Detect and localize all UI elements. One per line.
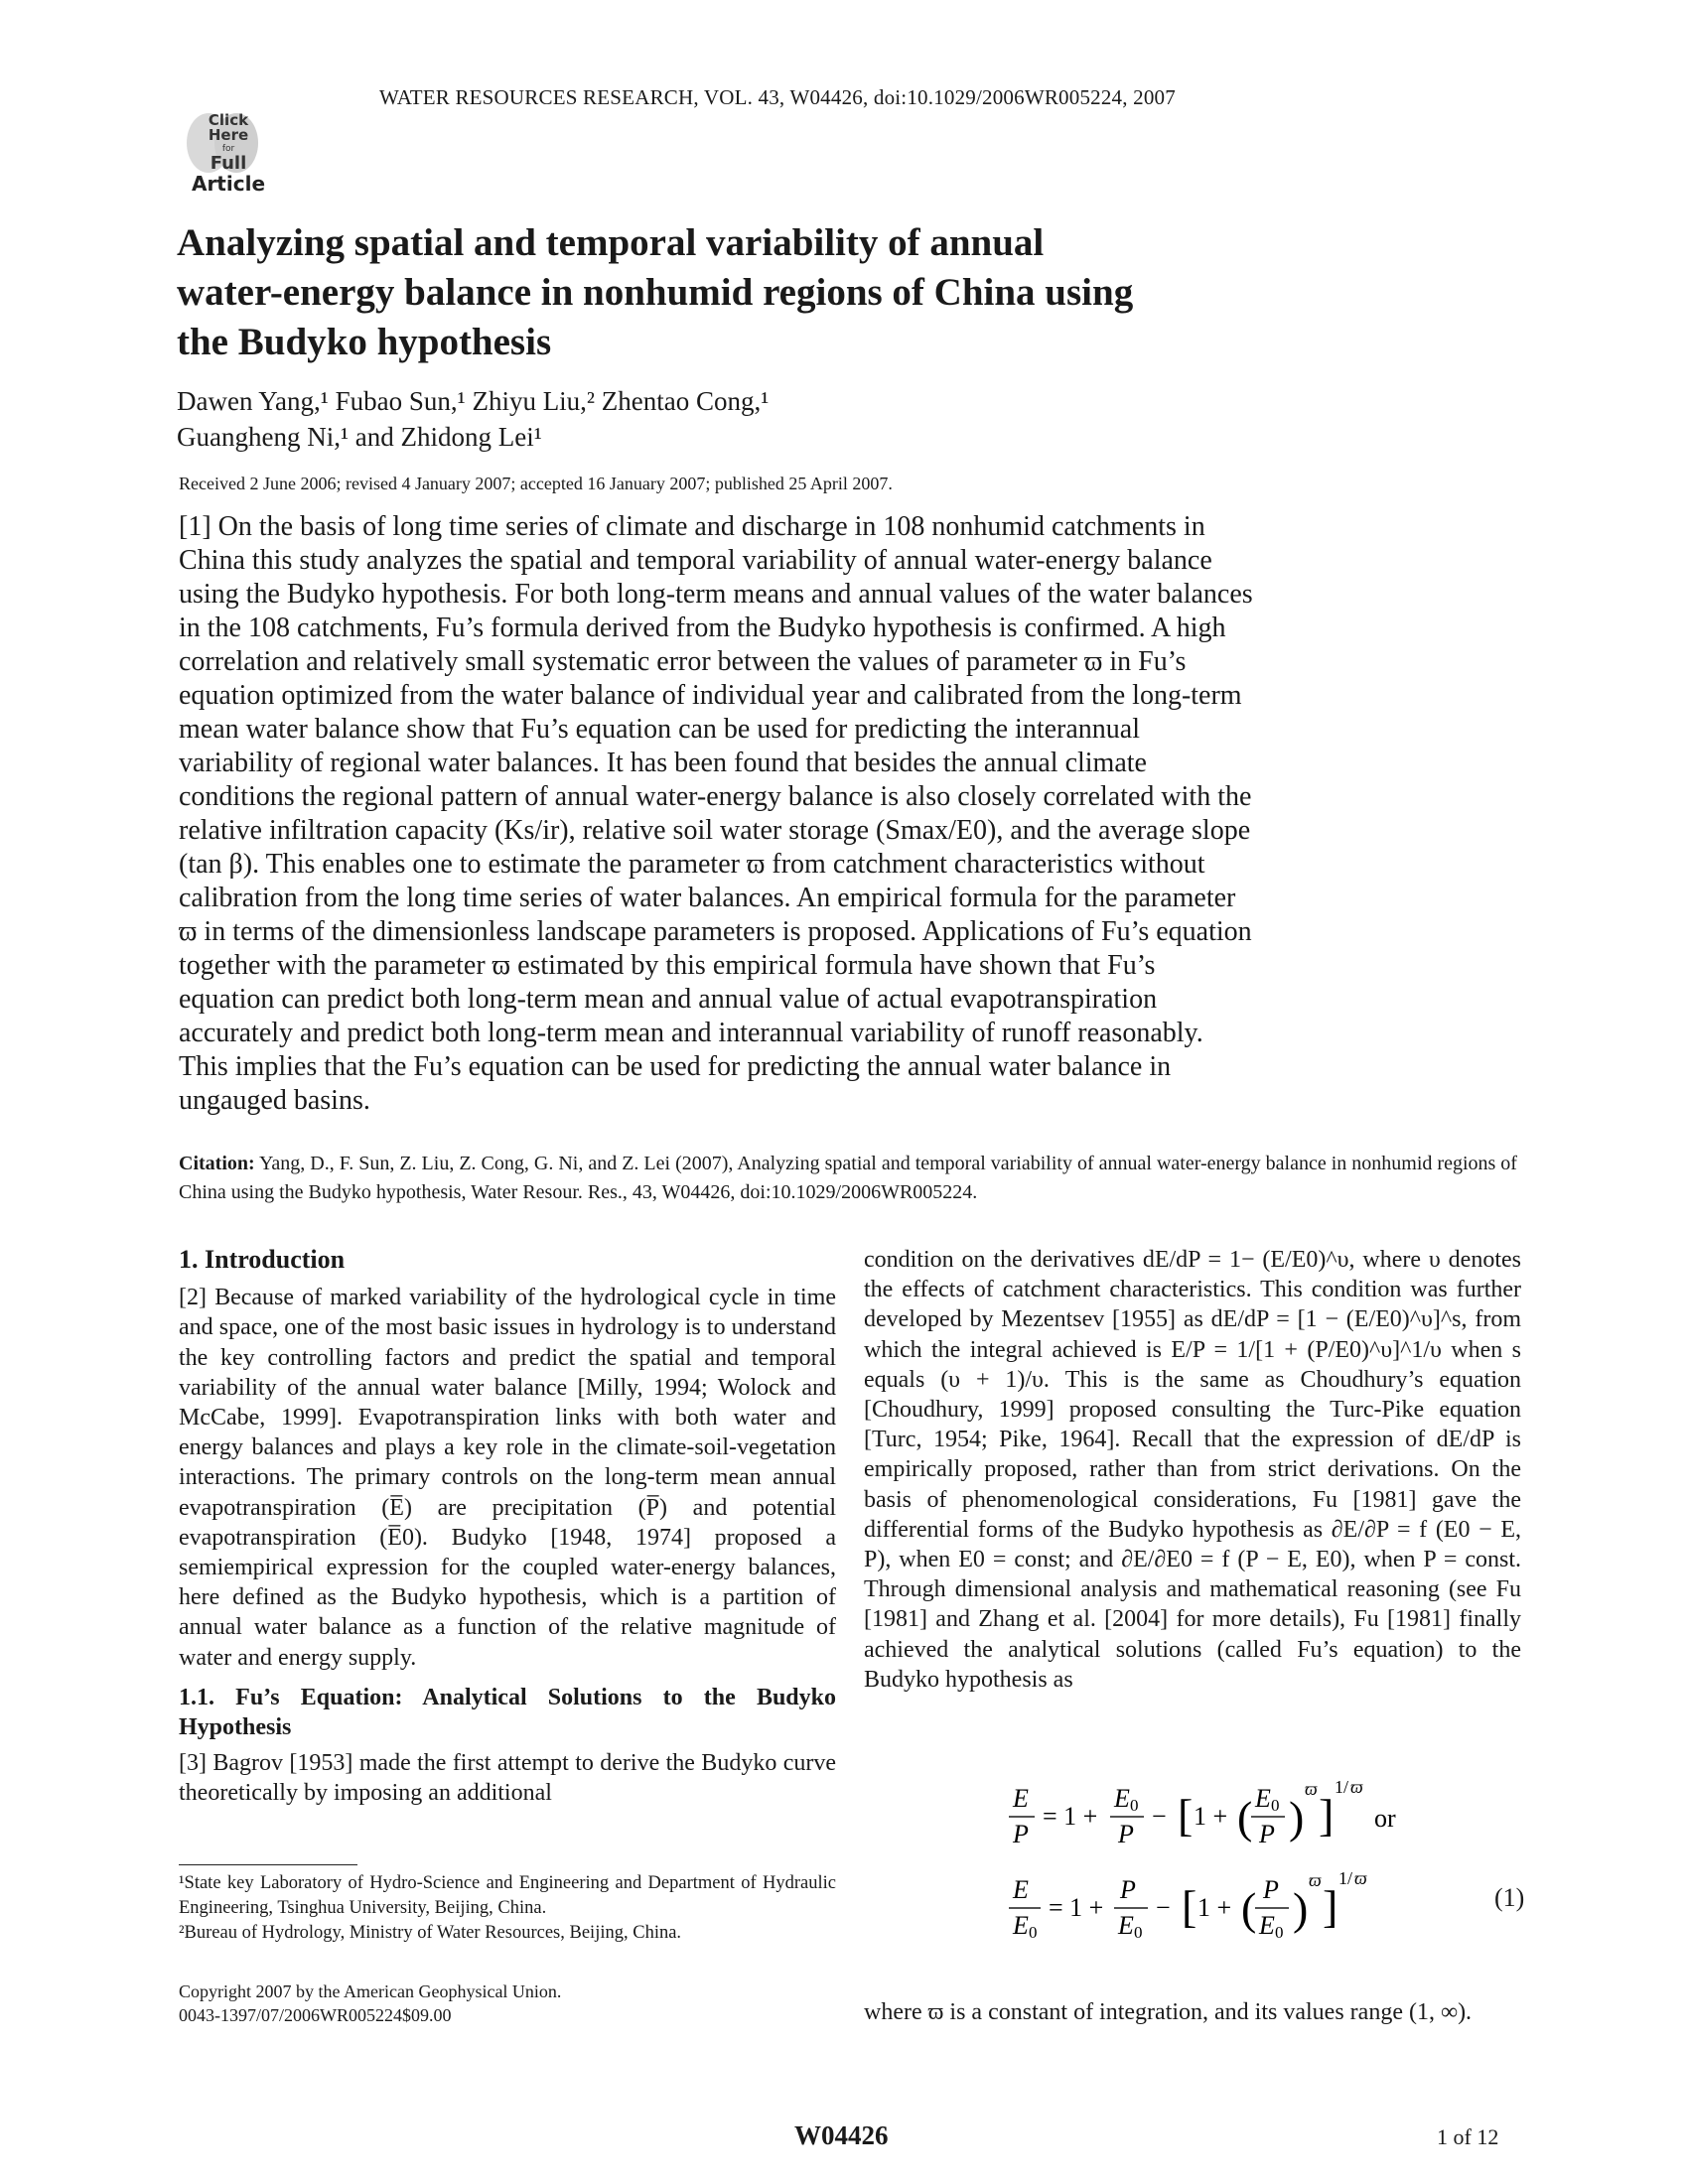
copyright	[179, 1979, 836, 2027]
svg-text:[: [	[1182, 1881, 1197, 1932]
svg-text:): )	[1289, 1792, 1305, 1843]
authors-line-2: Guangheng Ni,¹ and Zhidong Lei¹	[177, 422, 542, 452]
equation-or: or	[1374, 1804, 1396, 1833]
author-list	[177, 383, 1070, 455]
svg-text:1 +: 1 +	[1194, 1802, 1228, 1831]
footnote-1: ¹State key Laboratory of Hydro-Science and Engineering and Department of Hydraulic Engineering, Tsinghua University, Beijing, China.	[179, 1873, 836, 1918]
svg-text:0: 0	[1271, 1796, 1280, 1815]
svg-text:E: E	[1118, 1911, 1134, 1940]
svg-text:P: P	[1120, 1875, 1136, 1904]
svg-text:ϖ: ϖ	[1309, 1870, 1322, 1890]
svg-text:E: E	[1013, 1875, 1029, 1904]
paper-title: Analyzing spatial and temporal variability of annual water-energy balance in nonhumid regions of China using the Budyko hypothesis	[177, 221, 1134, 363]
received-dates: Received 2 June 2006; revised 4 January 2007; accepted 16 January 2007; published 25 April 2007.	[179, 474, 893, 493]
svg-text:for: for	[221, 144, 235, 154]
svg-text:ϖ: ϖ	[1305, 1779, 1318, 1799]
footnote-2: ²Bureau of Hydrology, Ministry of Water Resources, Beijing, China.	[179, 1923, 682, 1943]
paragraph-2: [2] Because of marked variability of the hydrological cycle in time and space, one of the most basic issues in hydrology is to understand the key controlling factors and predict the spatial and temporal variability of the annual water balance [Milly, 1994; Wolock and McCabe, 1999]. Evapotranspiration links with both water and energy balances and plays a key role in the climate-soil-vegetation interactions. The primary controls on the long-term mean annual evapotranspiration (E̅) are precipitation (P̅) and potential evapotranspiration (E̅0). Budyko [1948, 1974] proposed a semiempirical expression for the coupled water-energy balances, here defined as the Budyko hypothesis, which is a partition of annual water balance as a function of the relative magnitude of water and energy supply.	[179, 1285, 836, 1671]
article-id: W04426	[794, 2120, 889, 2150]
svg-text:0: 0	[1275, 1923, 1284, 1942]
svg-text:−: −	[1152, 1802, 1167, 1831]
svg-text:−: −	[1156, 1893, 1171, 1922]
svg-text:= 1 +: = 1 +	[1049, 1893, 1104, 1922]
svg-text:E: E	[1259, 1911, 1275, 1940]
svg-text:P: P	[1013, 1820, 1029, 1848]
svg-text:ϖ: ϖ	[1350, 1777, 1363, 1797]
svg-text:1/: 1/	[1338, 1868, 1353, 1888]
svg-text:Article: Article	[191, 172, 266, 196]
equation-number: (1)	[1494, 1883, 1525, 1912]
svg-text:1 +: 1 +	[1197, 1893, 1232, 1922]
subsection-heading-fu-equation: 1.1. Fu’s Equation: Analytical Solutions to the Budyko Hypothesis	[179, 1684, 836, 1740]
citation	[179, 1150, 1521, 1207]
journal-header: WATER RESOURCES RESEARCH, VOL. 43, W04426, doi:10.1029/2006WR005224, 2007	[379, 85, 1176, 109]
svg-text:]: ]	[1323, 1881, 1338, 1932]
section-heading-introduction: 1. Introduction	[179, 1245, 346, 1274]
svg-text:= 1 +: = 1 +	[1043, 1802, 1098, 1831]
svg-text:E: E	[1013, 1784, 1029, 1813]
citation-label: Citation:	[179, 1153, 255, 1174]
authors-line-1: Dawen Yang,¹ Fubao Sun,¹ Zhiyu Liu,² Zhentao Cong,¹	[177, 386, 770, 416]
citation-text: Yang, D., F. Sun, Z. Liu, Z. Cong, G. Ni, and Z. Lei (2007), Analyzing spatial and temporal variability of annual water-energy balance in nonhumid regions of China using the Budyko hypothesis, Water Resour. Res., 43, W04426, doi:10.1029/2006WR005224.	[179, 1153, 1517, 1203]
svg-text:P: P	[1263, 1875, 1279, 1904]
badge-icon	[179, 109, 278, 205]
svg-text:E: E	[1114, 1784, 1130, 1813]
svg-text:Full: Full	[210, 153, 247, 174]
paragraph-3-continued: condition on the derivatives dE/dP = 1− (E/E0)^υ, where υ denotes the effects of catchment characteristics. This condition was further developed by Mezentsev [1955] as dE/dP = [1 − (E/E0)^υ]^s, from which the integral achieved is E/P = 1/[1 + (P/E0)^υ]^1/υ when s equals (υ + 1)/υ. This is the same as Choudhury’s equation [Choudhury, 1999] proposed consulting the Turc-Pike equation [Turc, 1954; Pike, 1964]. Recall that the expression of dE/dP is empirically proposed, rather than from strict derivations. On the basis of phenomenological considerations, Fu [1981] gave the differential forms of the Budyko hypothesis as ∂E/∂P = f (E0 − E, P), when E0 = const; and ∂E/∂E0 = f (P − E, E0), when P = const. Through dimensional analysis and mathematical reasoning (see Fu [1981] and Zhang et al. [2004] for more details), Fu [1981] finally achieved the analytical solutions (called Fu’s equation) to the Budyko hypothesis as	[864, 1247, 1521, 1693]
svg-text:Click: Click	[208, 111, 249, 129]
svg-text:1/: 1/	[1335, 1777, 1349, 1797]
svg-text:0: 0	[1134, 1923, 1143, 1942]
svg-text:(: (	[1241, 1883, 1257, 1934]
svg-text:[: [	[1178, 1790, 1194, 1841]
svg-text:0: 0	[1029, 1923, 1038, 1942]
svg-text:(: (	[1237, 1792, 1253, 1843]
paragraph-3: [3] Bagrov [1953] made the first attempt to derive the Budyko curve theoretically by imposing an additional	[179, 1749, 836, 1807]
svg-text:]: ]	[1319, 1790, 1335, 1841]
left-column	[179, 1245, 836, 1808]
copyright-line: Copyright 2007 by the American Geophysical Union.	[179, 1981, 562, 2001]
abstract: [1] On the basis of long time series of climate and discharge in 108 nonhumid catchments in China this study analyzes the spatial and temporal variability of annual water-energy balance using the Budyko hypothesis. For both long-term means and annual values of the water balances in the 108 catchments, Fu’s formula derived from the Budyko hypothesis is confirmed. A high correlation and relatively small systematic error between the values of parameter ϖ in Fu’s equation optimized from the water balance of individual year and calibrated from the long-term mean water balance show that Fu’s equation can be used for predicting the interannual variability of regional water balances. It has been found that besides the annual climate conditions the regional pattern of annual water-energy balance is also closely correlated with the relative infiltration capacity (Ks/ir), relative soil water storage (Smax/E0), and the average slope (tan β). This enables one to estimate the parameter ϖ from catchment characteristics without calibration from the long time series of water balances. An empirical formula for the parameter ϖ in terms of the dimensionless landscape parameters is proposed. Applications of Fu’s equation together with the parameter ϖ estimated by this empirical formula have shown that Fu’s equation can predict both long-term mean and annual value of actual evapotranspiration accurately and predict both long-term mean and interannual variability of runoff reasonably. This implies that the Fu’s equation can be used for predicting the annual water balance in ungauged basins.	[179, 511, 1253, 1116]
svg-text:P: P	[1118, 1820, 1134, 1848]
svg-text:0: 0	[1130, 1796, 1139, 1815]
paragraph-after-equation: where ϖ is a constant of integration, and its values range (1, ∞).	[864, 1999, 1473, 2025]
svg-text:P: P	[1259, 1820, 1275, 1848]
svg-text:Here: Here	[208, 126, 249, 144]
svg-text:ϖ: ϖ	[1354, 1868, 1367, 1888]
svg-text:E: E	[1013, 1911, 1029, 1940]
footnotes	[179, 1871, 836, 1946]
page-number: 1 of 12	[1437, 2124, 1499, 2149]
equation-graphic	[1003, 1777, 1470, 1976]
svg-text:E: E	[1255, 1784, 1271, 1813]
svg-text:): )	[1293, 1883, 1309, 1934]
equation-1	[1003, 1777, 1539, 1976]
issn-line: 0043-1397/07/2006WR005224$09.00	[179, 2005, 452, 2025]
full-article-badge[interactable]	[179, 109, 278, 205]
footnote-rule	[179, 1864, 357, 1865]
right-column	[864, 1245, 1521, 1695]
